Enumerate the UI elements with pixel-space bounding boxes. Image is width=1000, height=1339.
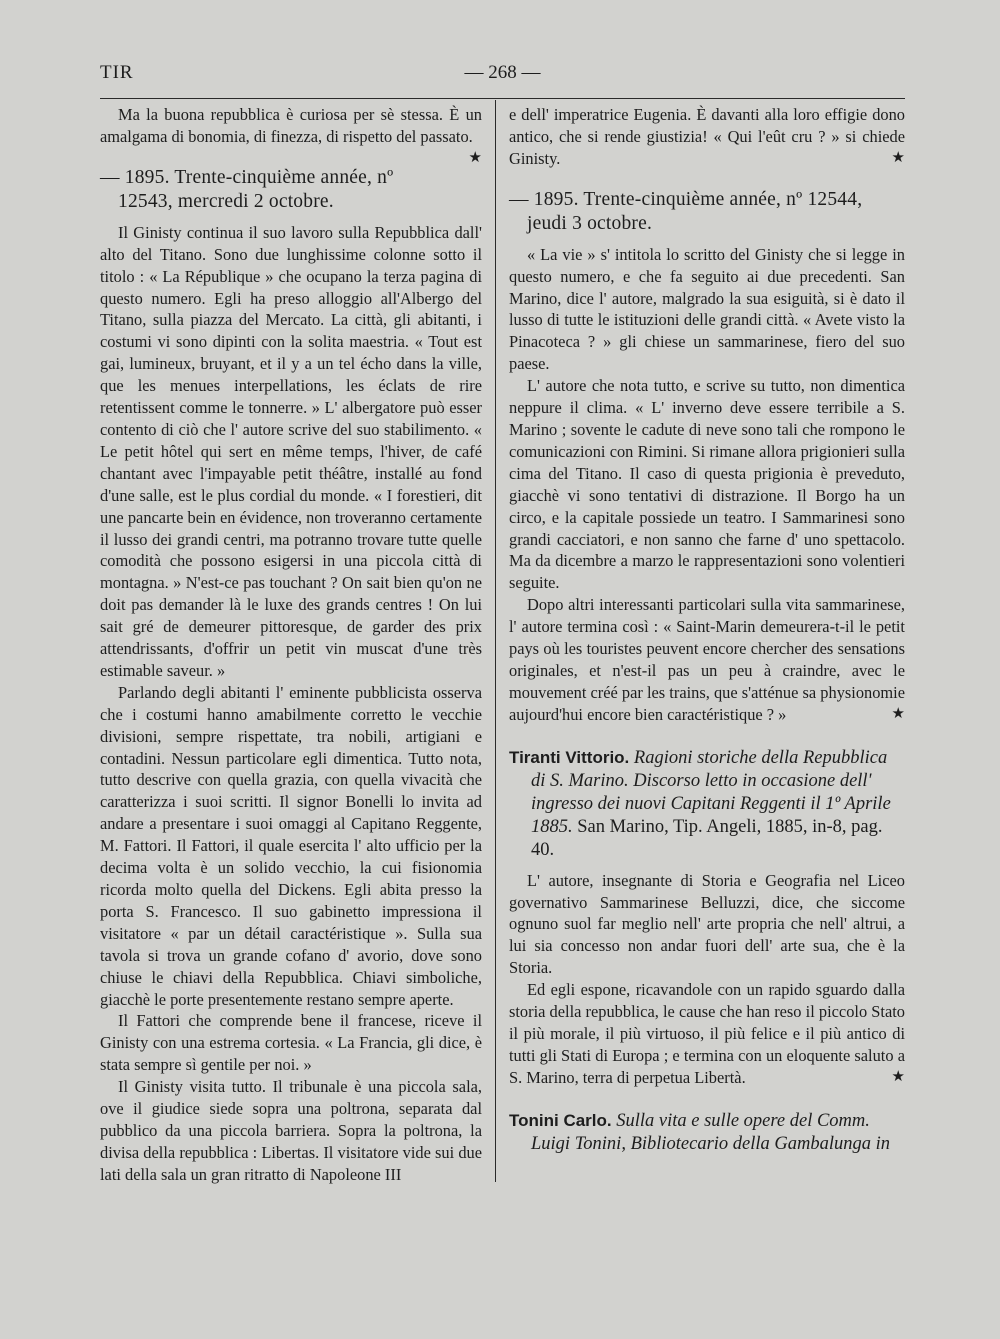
paragraph-text: Ma la buona repubblica è curiosa per sè stessa. È un amalgama di bonomia, di finezza, di rispetto del passato. xyxy=(100,105,482,146)
right-paragraph-4 xyxy=(509,594,905,725)
header-rule xyxy=(100,98,905,99)
left-paragraph-2: Il Ginisty continua il suo lavoro sulla Repubblica dall' alto del Titano. Sono due lunghissime colonne sotto il titolo : « La République » che ocupano la terza pagina di questo numero. Egli ha preso alloggio all'Albergo del Titano, sulla piazza del Mercato. La città, gli abitanti, i costumi vi sono dipinti con la solita maestria. « Tout est gai, lumineux, bruyant, et il y a un tel écho dans la ville, que les menues interpellations, les éclats de rire retentissent comme le tonnerre. » L' albergatore può esser contento di ciò che l' autore scrive del suo stabilimento. « Le petit hôtel qui sert en même temps, l'hiver, de café chantant avec l'impayable petit théâtre, installé au fond d'une salle, est le plus cordial du monde. « I forestieri, dit une pancarte bein en évidence, non troveranno certamente il lusso dei grandi centri, ma potranno trovare tutte quelle comodità che possono esigersi in una piccola città di montagna. » N'est-ce pas touchant ? On sait bien qu'on ne doit pas demander là le luxe des grands centres ! On lui sait gré de demeurer pittoresque, de garder des prix attendrissants, d'offrir un petit vin muscat d'une très estimable saveur. » xyxy=(100,222,482,680)
page-number: — 268 — xyxy=(464,62,541,83)
star-ornament: ★ xyxy=(891,1068,905,1085)
right-paragraph-3: L' autore che nota tutto, e scrive su tutto, non dimentica neppure il clima. « L' inverno deve essere terribile a S. Marino ; sovente le cadute di neve sono tali che rompono le comunicazioni con Rimini. Si rimane allora prigionieri sulla cima del Titano. Il caso di questa prigionia è preveduto, giacchè vi sono tentativi di distrazione. Il Borgo ha un circo, e la capitale possiede un teatro. I Sammarinesi sono grandi cacciatori, e non sanno che farne d' uno spettacolo. Ma da dicembre a marzo le rappresentazioni sono volentieri seguite. xyxy=(509,376,905,593)
left-paragraph-5: Il Ginisty visita tutto. Il tribunale è una piccola sala, ove il giudice siede sopra una poltrona, separata dal pubblico da una piccola barriera. Sopra la poltrona, la divisa della repubblica : Libertas. Il visitatore vide sui due lati della sala un gran ritratto di Napoleone III xyxy=(100,1077,482,1184)
entry-author: Tiranti Vittorio. xyxy=(509,747,630,767)
bibliography-entry-1 xyxy=(509,746,905,862)
paragraph-text: Ed egli espone, ricavandole con un rapido sguardo dalla storia della repubblica, le cause che han reso il piccolo Stato il più morale, il più virtuoso, il più felice e il più antico di tutti gli Stati di Europa ; e termina con un eloquente saluto a S. Marino, terra di perpetua Libertà. xyxy=(509,980,905,1087)
entry-title: Sulla vita e sulle opere del Comm. Luigi Tonini, Bibliotecario della Gambalunga in xyxy=(531,1110,891,1154)
left-paragraph-1 xyxy=(100,104,482,166)
entry-author: Tonini Carlo. xyxy=(509,1110,612,1130)
right-paragraph-1 xyxy=(509,104,905,170)
column-divider xyxy=(495,100,496,1182)
right-paragraph-5: L' autore, insegnante di Storia e Geografia nel Liceo governativo Sammarinese Belluzzi, dice, che siccome ognuno suol far meglio nell' arte propria che nell' altrui, a lui sia concesso non andar fuori dell' arte sua, che è la Storia. xyxy=(509,870,905,978)
left-paragraph-4: Il Fattori che comprende bene il francese, riceve il Ginisty con una estrema cortesia. « La Francia, gli dice, è stata sempre sì gentile per noi. » xyxy=(100,1011,482,1075)
paragraph-text: e dell' imperatrice Eugenia. È davanti alla loro effigie dono antico, che si rende giustizia! « Qui l'eût cru ? » si chiede Ginisty. xyxy=(509,105,905,168)
right-paragraph-2: « La vie » s' intitola lo scritto del Ginisty che si legge in questo numero, e che fa seguito ai due precedenti. San Marino, dice l' autore, malgrado la sua esiguità, si è dato il lusso di tutte le istituzioni delle grandi città. « Avete visto la Pinacoteca ? » gli chiese un sammarinese, fiero del suo paese. xyxy=(509,244,905,374)
right-paragraph-6 xyxy=(509,979,905,1089)
star-ornament: ★ xyxy=(468,149,482,166)
left-column xyxy=(100,104,482,1186)
issue-date-heading: — 1895. Trente-cinquième année, nº 12544, jeudi 3 octobre. xyxy=(509,188,863,234)
issue-date-heading: — 1895. Trente-cinquième année, nº 12543, mercredi 2 octobre. xyxy=(100,166,394,212)
page-header xyxy=(100,62,905,90)
section-label: TIR xyxy=(100,62,134,83)
star-ornament: ★ xyxy=(891,149,905,166)
entry-title: Ragioni storiche della Repubblica di S. Marino. Discorso letto in occasione dell' ingresso dei nuovi Capitani Reggenti il 1º Aprile 1885. xyxy=(531,747,891,837)
bibliography-entry-2 xyxy=(509,1109,905,1156)
entry-imprint: San Marino, Tip. Angeli, 1885, in-8, pag. 40. xyxy=(531,816,883,860)
left-paragraph-3: Parlando degli abitanti l' eminente pubblicista osserva che i costumi hanno amabilmente corretto le vecchie divisioni, sempre rispettate, tra nobili, artigiani e contadini. Nessun particolare egli dimentica. Tutto nota, tutto descrive con quella grazia, con quella vivacità che caratterizza i suoi scritti. Il signor Bonelli lo invita ad andare a presentare i suoi omaggi al Capitano Reggente, M. Fattori. Il Fattori, il quale esercita l' alto ufficio per la decima volta è un solido vecchio, la cui fisionomia ricorda molto quella del Dickens. Egli abita presso la porta S. Francesco. Il suo gabinetto impressiona il visitatore « par un détail caractéristique ». Sulla sua tavola si trova un grande cofano d' avorio, dove sono chiuse le chiavi della Repubblica. Chiavi simboliche, giacchè le porte presentemente restano sempre aperte. xyxy=(100,682,482,1009)
paragraph-text: Dopo altri interessanti particolari sulla vita sammarinese, l' autore termina così : « Saint-Marin demeurera-t-il le petit pays où les touristes peuvent encore chercher des sensations originales, et n'est-il pas un peu à craindre, avec le mouvement créé par les trains, que s'atténue sa physionomie aujourd'hui encore bien caractéristique ? » xyxy=(509,595,905,724)
right-column xyxy=(509,104,905,1156)
star-ornament: ★ xyxy=(891,705,905,722)
